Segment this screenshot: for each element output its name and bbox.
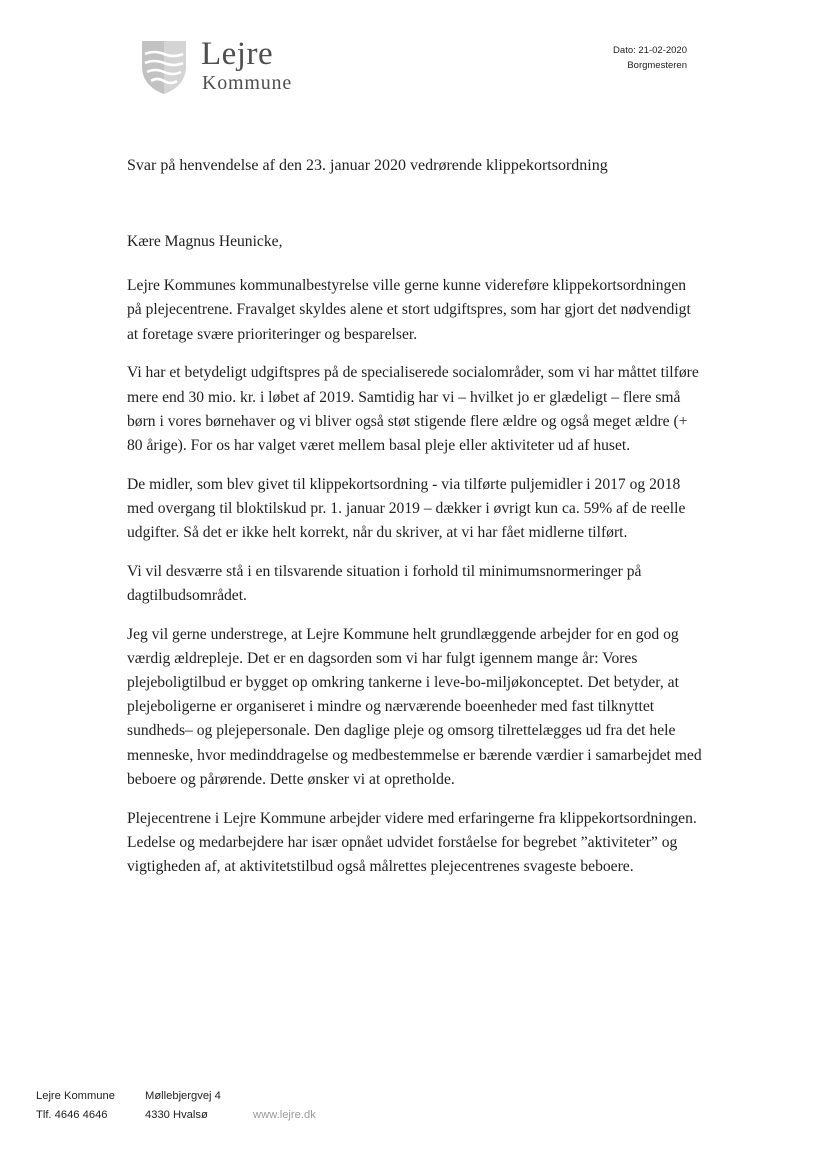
municipality-logo xyxy=(139,38,309,98)
footer-phone: Tlf. 4646 4646 xyxy=(36,1109,108,1121)
footer-contact xyxy=(36,1087,115,1125)
letter-meta xyxy=(613,43,687,73)
logo-name: Lejre xyxy=(201,36,274,72)
footer-city: 4330 Hvalsø xyxy=(145,1109,208,1121)
letter-date: Dato: 21-02-2020 xyxy=(613,45,687,56)
letter-paragraph: De midler, som blev givet til klippekortsordning - via tilførte puljemidler i 2017 og 2018 med overgang til bloktilskud pr. 1. januar 2019 – dækker i øvrigt kun ca. 59% af de reelle udgifter. Så det er ikke helt korrekt, når du skriver, at vi har fået midlerne tilført. xyxy=(127,475,686,542)
letter-paragraph: Vi har et betydeligt udgiftspres på de specialiserede socialområder, som vi har måttet tilføre mere end 30 mio. kr. i løbet af 2019. Samtidig har vi – hvilket jo er glædeligt – flere små børn i vores børnehaver og vi bliver også støt stigende flere ældre og også meget ældre (+ 80 årige). For os har valget været mellem basal pleje eller aktiviteter ud af huset. xyxy=(127,364,699,454)
letter-paragraph: Jeg vil gerne understrege, at Lejre Kommune helt grundlæggende arbejder for en god og værdig ældrepleje. Det er en dagsorden som vi har fulgt igennem mange år: Vores plejeboligtilbud er bygget op omkring tankerne i leve-bo-miljøkonceptet. Det betyder, at plejeboligerne er organiseret i mindre og nærværende boeenheder med fast tilknyttet sundheds– og plejepersonale. Den daglige pleje og omsorg tilrettelægges ud fra det hele menneske, hvor medinddragelse og medbestemmelse er bærende værdier i samarbejdet med beboere og pårørende. Dette ønsker vi at opretholde. xyxy=(127,625,702,788)
footer-org: Lejre Kommune xyxy=(36,1090,115,1102)
letter-body xyxy=(127,230,702,894)
letter-paragraph: Plejecentrene i Lejre Kommune arbejder videre med erfaringerne fra klippekortsordningen. Ledelse og medarbejdere har især opnået udvidet forståelse for begrebet ”aktiviteter” og vigtigheden af, at aktivitetstilbud også målrettes plejecentrenes svageste beboere. xyxy=(127,809,697,875)
letter-subject: Svar på henvendelse af den 23. januar 2020 vedrørende klippekortsordning xyxy=(127,157,608,174)
letter-paragraph: Vi vil desværre stå i en tilsvarende situation i forhold til minimumsnormeringer på dagtilbudsområdet. xyxy=(127,562,642,604)
letter-greeting: Kære Magnus Heunicke, xyxy=(127,233,283,250)
letter-paragraph: Lejre Kommunes kommunalbestyrelse ville gerne kunne videreføre klippekortsordningen på plejecentrene. Fravalget skyldes alene et stort udgiftspres, som har gjort det nødvendigt at foretage svære prioriteringer og besparelser. xyxy=(127,277,691,343)
footer-address xyxy=(145,1087,221,1125)
footer-street: Møllebjergvej 4 xyxy=(145,1090,221,1102)
letter-sender: Borgmesteren xyxy=(627,60,687,71)
footer-website: www.lejre.dk xyxy=(253,1109,316,1121)
logo-subtitle: Kommune xyxy=(202,72,293,94)
shield-waves-icon xyxy=(139,38,189,96)
